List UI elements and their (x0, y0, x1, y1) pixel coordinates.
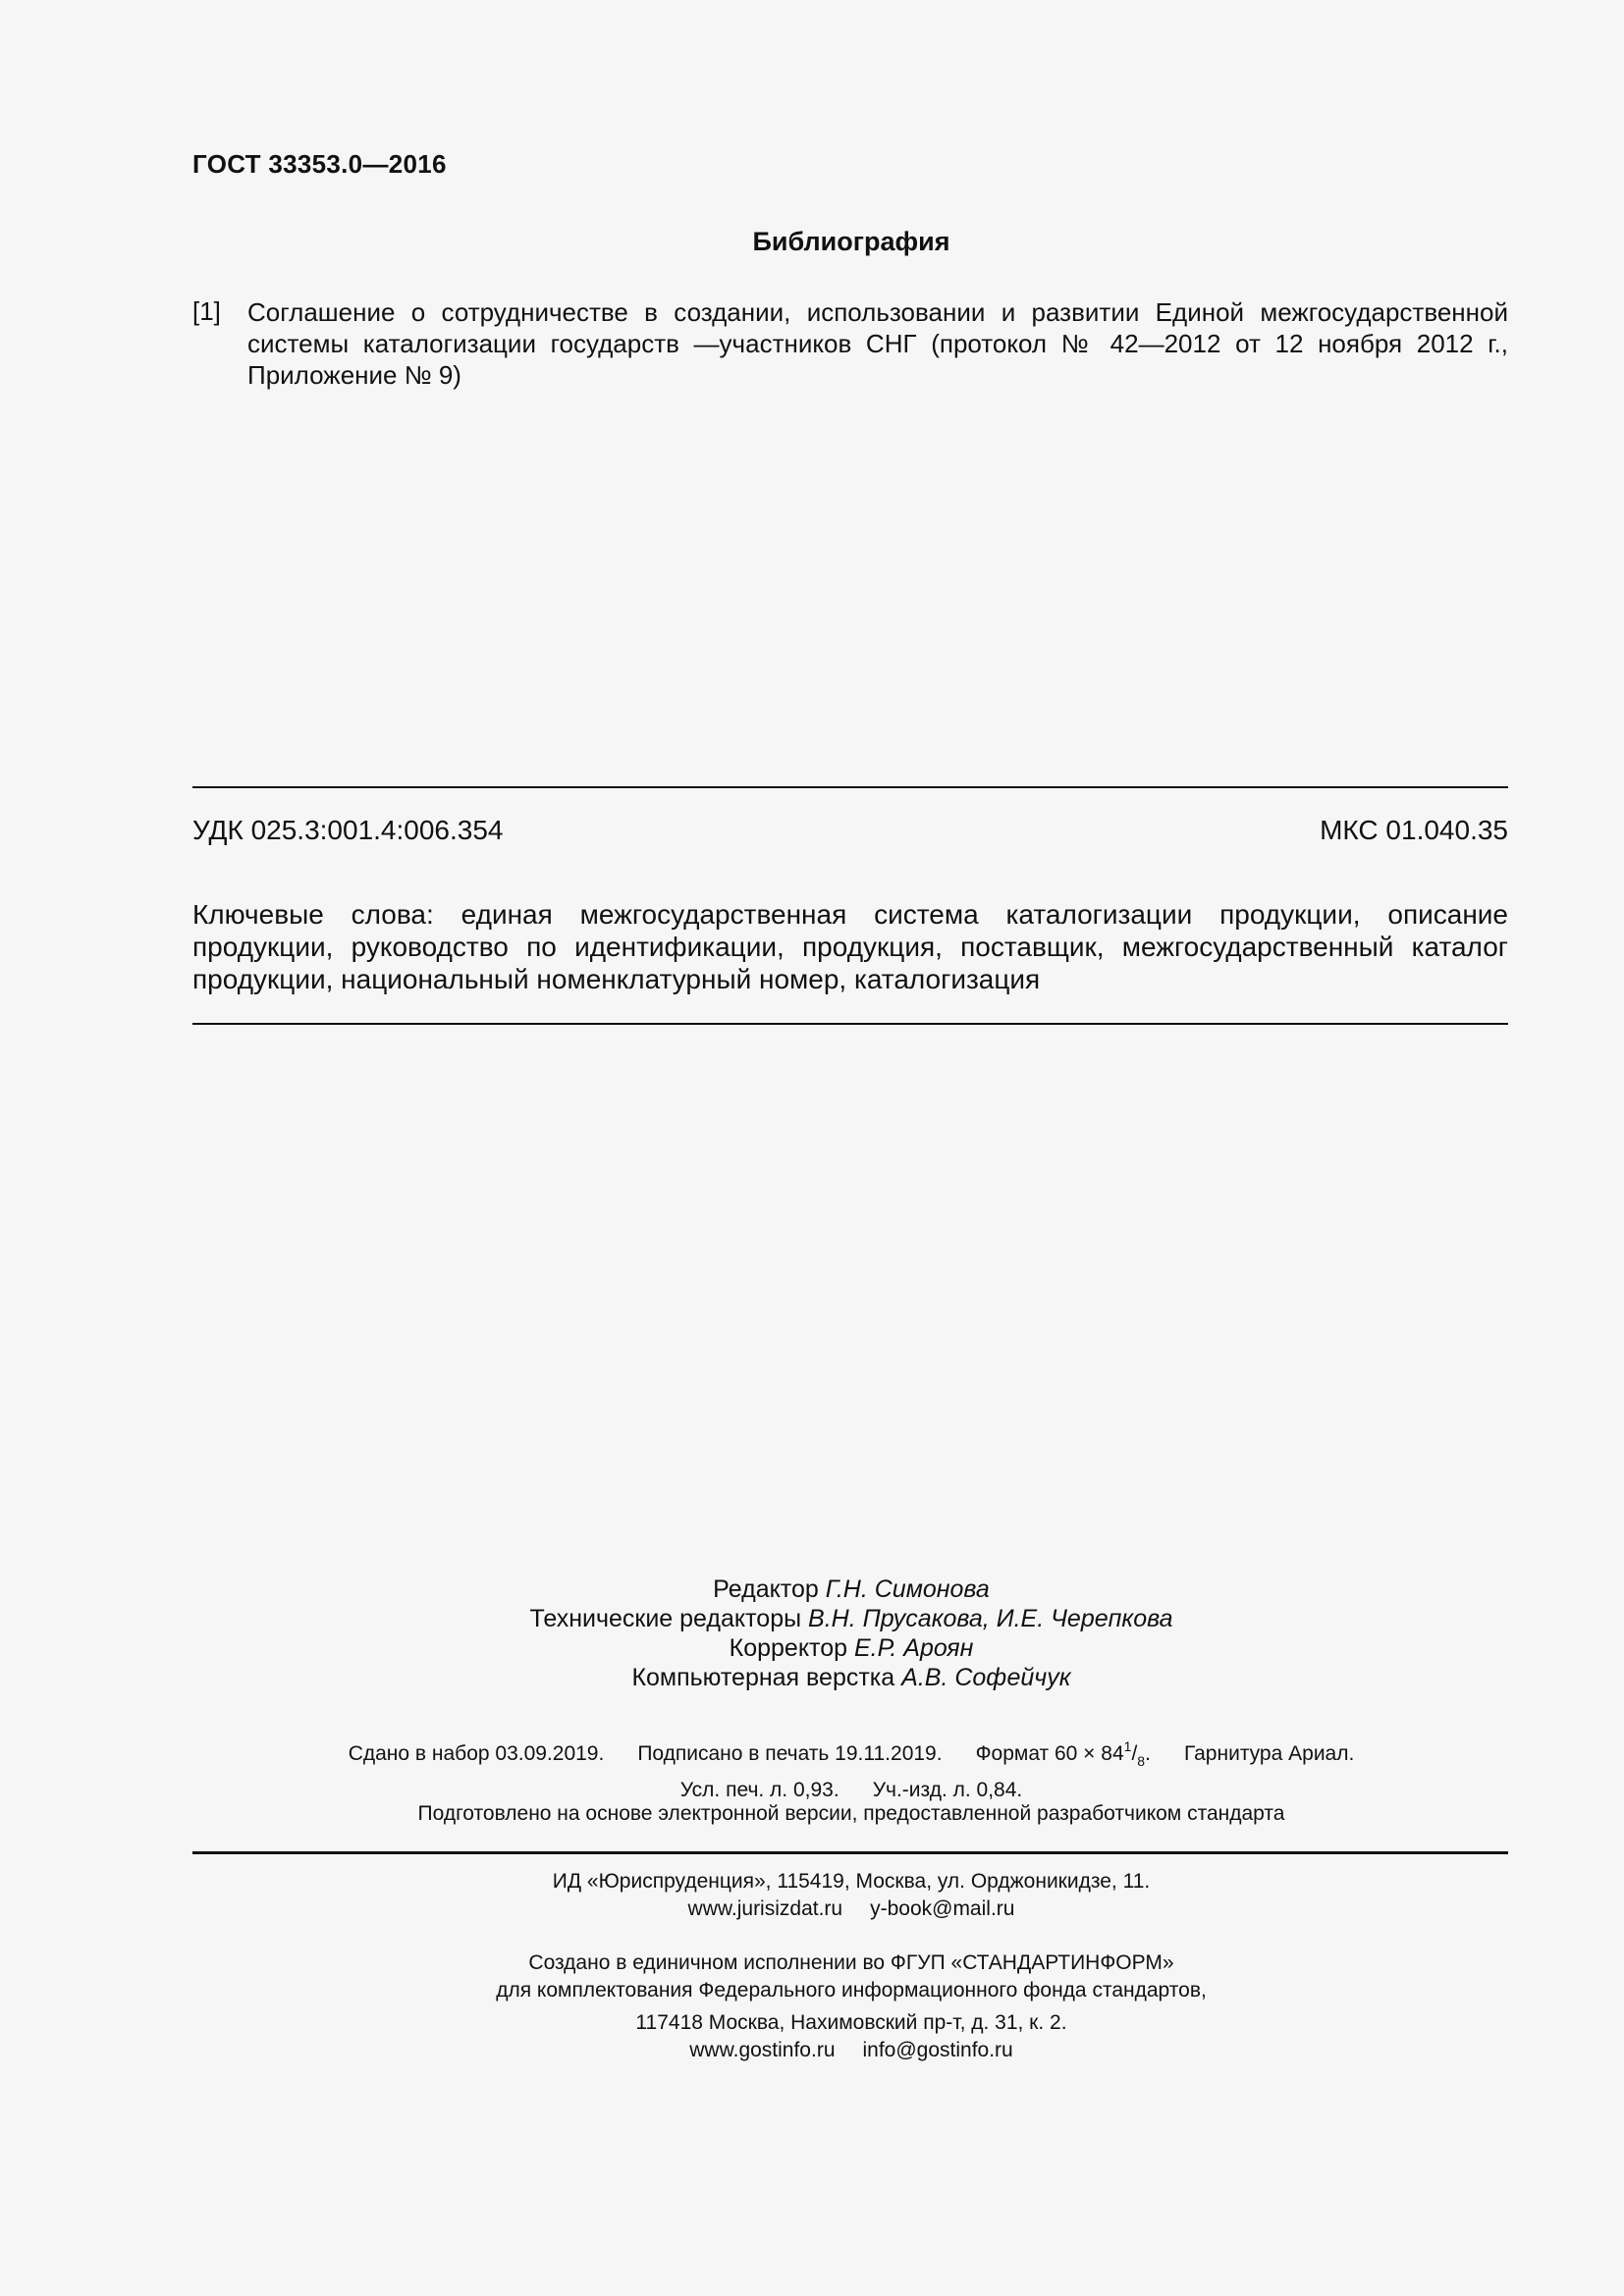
document-code: ГОСТ 33353.0—2016 (192, 149, 447, 179)
standartinform-address (0, 2009, 1624, 2064)
credit-editor-label: Редактор (713, 1575, 819, 1603)
print-format-prefix: Формат 60 × 84 (975, 1742, 1124, 1765)
print-submitted: Сдано в набор 03.09.2019. (348, 1742, 605, 1765)
print-info-line2 (0, 1776, 1624, 1805)
prepared-note: Подготовлено на основе электронной версии, предоставленной разработчиком стандарта (417, 1802, 1285, 1825)
keywords-paragraph: Ключевые слова: единая межгосударственная система каталогизации продукции, описание продукции, руководство по идентификации, продукция, поставщик, межгосударственный каталог продукции, национальный номенклатурный номер, каталогизация (192, 899, 1508, 994)
edit-sheets: Уч.-изд. л. 0,84. (872, 1779, 1023, 1801)
publisher-website: www.jurisizdat.ru (687, 1897, 843, 1920)
mks-code: МКС 01.040.35 (1320, 815, 1508, 845)
print-info-line1 (0, 1732, 1624, 1776)
created-note (0, 1949, 1624, 2004)
standartinform-email: info@gostinfo.ru (862, 2039, 1013, 2061)
standartinform-street: 117418 Москва, Нахимовский пр-т, д. 31, к. 2. (635, 2011, 1067, 2034)
credit-corrector (0, 1633, 1624, 1663)
publisher-contacts (0, 1896, 1624, 1923)
standartinform-contacts (0, 2037, 1624, 2064)
publisher-email: y-book@mail.ru (870, 1897, 1015, 1920)
print-format (975, 1738, 1151, 1769)
divider-publisher (192, 1851, 1508, 1854)
divider-keywords (192, 1023, 1508, 1025)
bibliography-item-text: Соглашение о сотрудничестве в создании, использовании и развитии Единой межгосударственной системы каталогизации государств —участников СНГ (протокол № 42—2012 от 12 ноября 2012 г., Приложение № 9) (247, 297, 1508, 390)
udc-code: УДК 025.3:001.4:006.354 (192, 815, 504, 845)
standartinform-website: www.gostinfo.ru (689, 2039, 836, 2061)
print-typeface: Гарнитура Ариал. (1183, 1742, 1355, 1765)
credit-corrector-label: Корректор (729, 1634, 848, 1662)
print-format-slash: / (1131, 1742, 1138, 1765)
credit-layout (0, 1663, 1624, 1692)
credit-editor (0, 1575, 1624, 1604)
print-format-numerator: 1 (1123, 1738, 1132, 1754)
credit-layout-name: А.В. Софейчук (901, 1664, 1071, 1691)
print-signed: Подписано в печать 19.11.2019. (637, 1742, 943, 1765)
print-info (0, 1732, 1624, 1805)
credit-editor-name: Г.Н. Симонова (825, 1575, 990, 1603)
print-sheets: Усл. печ. л. 0,93. (679, 1779, 839, 1801)
bibliography-item-number: [1] (192, 296, 221, 326)
print-format-suffix: . (1145, 1742, 1151, 1765)
credit-layout-label: Компьютерная верстка (631, 1664, 895, 1691)
credit-tech-editors (0, 1604, 1624, 1633)
credits-block (0, 1575, 1624, 1692)
created-line-1: Создано в единичном исполнении во ФГУП «СТАНДАРТИНФОРМ» (528, 1951, 1174, 1974)
credit-corrector-name: Е.Р. Ароян (853, 1634, 974, 1662)
divider-top (192, 786, 1508, 788)
bibliography-title: Библиография (752, 227, 950, 256)
credit-tech-editors-names: В.Н. Прусакова, И.Е. Черепкова (808, 1605, 1173, 1632)
publisher-block (0, 1868, 1624, 1923)
created-line-2: для комплектования Федерального информационного фонда стандартов, (496, 1979, 1207, 2002)
credit-tech-editors-label: Технические редакторы (529, 1605, 802, 1632)
publisher-address: ИД «Юриспруденция», 115419, Москва, ул. Орджоникидзе, 11. (552, 1870, 1151, 1893)
print-format-denominator: 8 (1137, 1753, 1146, 1769)
